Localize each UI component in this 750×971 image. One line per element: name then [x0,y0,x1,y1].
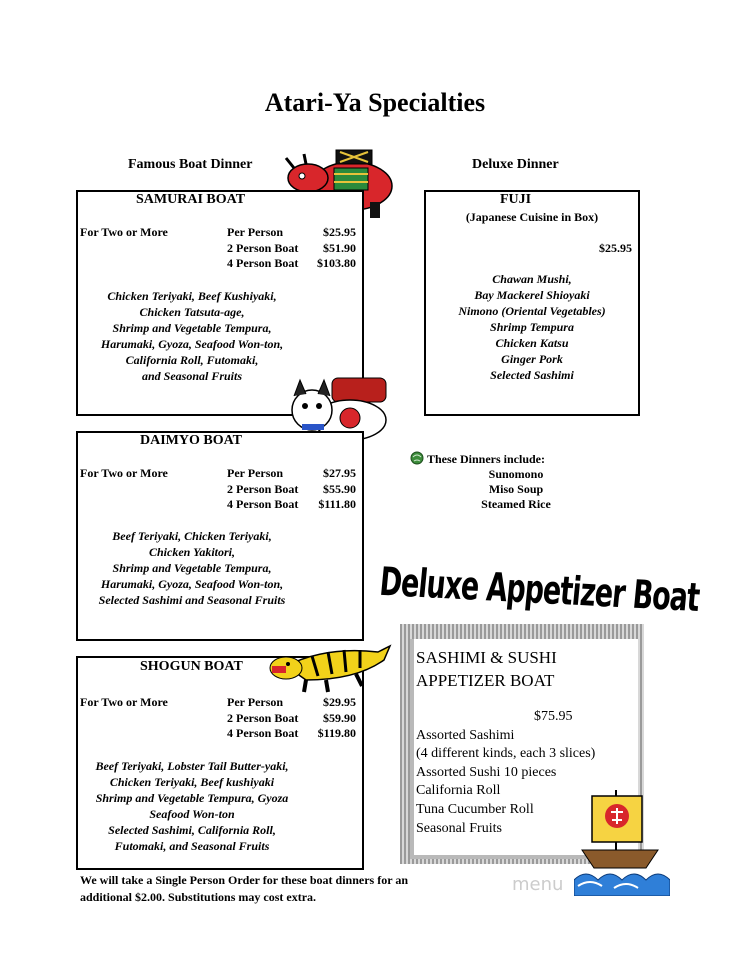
shogun-row-price: $59.90 [323,711,356,725]
samurai-row-label: 2 Person Boat [227,241,299,255]
list-item: Bay Mackerel Shioyaki [474,288,590,302]
list-item: California Roll, Futomaki, [125,353,259,367]
list-item: Chicken Teriyaki, Beef Kushiyaki, [107,289,277,303]
list-item: Futomaki, and Seasonal Fruits [114,839,270,853]
list-item: Chicken Tatsuta-age, [139,305,245,319]
shogun-row-price: $119.80 [317,726,356,740]
shogun-party: For Two or More [80,695,168,709]
globe-bullet-icon [410,451,424,465]
list-item: Chicken Teriyaki, Beef kushiyaki [109,775,275,789]
daimyo-items [80,528,304,608]
list-item: and Seasonal Fruits [141,369,243,383]
shogun-row-label: 4 Person Boat [227,726,299,740]
appetizer-price: $75.95 [534,709,573,724]
appetizer-item: Assorted Sushi 10 pieces [416,765,557,780]
list-item: Selected Sashimi, California Roll, [108,823,276,837]
list-item: Shrimp Tempura [490,320,574,334]
daimyo-row-price: $27.95 [323,466,356,480]
samurai-row-price: $103.80 [317,256,356,270]
shogun-row-price: $29.95 [323,695,356,709]
list-item: Beef Teriyaki, Chicken Teriyaki, [112,529,272,543]
list-item: Ginger Pork [501,352,563,366]
samurai-row-label: 4 Person Boat [227,256,299,270]
list-item: Chawan Mushi, [492,272,572,286]
appetizer-item: California Roll [416,783,501,798]
list-item: Shrimp and Vegetable Tempura, Gyoza [95,791,289,805]
treasure-ship-illustration [574,786,670,896]
includes-label: These Dinners include: [427,452,546,466]
appetizer-boat-heading: Deluxe Appetizer Boat [377,560,701,622]
daimyo-row-price: $111.80 [318,497,356,511]
includes-item: Miso Soup [488,482,544,496]
daimyo-row-label: 4 Person Boat [227,497,299,511]
list-item: Chicken Katsu [495,336,569,350]
daimyo-boat-title: DAIMYO BOAT [140,433,243,448]
appetizer-item: Assorted Sashimi [416,728,515,743]
samurai-party: For Two or More [80,225,168,239]
appetizer-title-line2: APPETIZER BOAT [416,671,555,690]
footnote-line: We will take a Single Person Order for these boat dinners for an [80,873,408,887]
samurai-row-label: Per Person [227,225,284,239]
fuji-items [424,271,640,383]
footnote [80,872,408,906]
daimyo-row-label: 2 Person Boat [227,482,299,496]
daimyo-party: For Two or More [80,466,168,480]
daimyo-row-label: Per Person [227,466,284,480]
shogun-items [80,758,304,854]
list-item: Nimono (Oriental Vegetables) [458,304,606,318]
shogun-boat-title: SHOGUN BOAT [140,659,243,674]
fuji-price: $25.95 [599,241,632,255]
list-item: Selected Sashimi [490,368,574,382]
fuji-title: FUJI [500,192,532,207]
list-item: Shrimp and Vegetable Tempura, [112,321,272,335]
appetizer-title-line1: SASHIMI & SUSHI [416,648,557,667]
deluxe-dinner-heading: Deluxe Dinner [472,157,559,172]
samurai-items [80,288,304,384]
includes-item: Steamed Rice [481,497,551,511]
list-item: Shrimp and Vegetable Tempura, [112,561,272,575]
shogun-row-label: Per Person [227,695,284,709]
appetizer-item: (4 different kinds, each 3 slices) [416,746,596,761]
appetizer-item: Tuna Cucumber Roll [416,802,534,817]
shogun-row-label: 2 Person Boat [227,711,299,725]
fuji-subtitle: (Japanese Cuisine in Box) [465,210,599,224]
list-item: Seafood Won-ton [149,807,235,821]
list-item: Beef Teriyaki, Lobster Tail Butter-yaki, [95,759,289,773]
list-item: Harumaki, Gyoza, Seafood Won-ton, [100,337,284,351]
famous-boat-heading: Famous Boat Dinner [128,157,253,172]
footnote-line: additional $2.00. Substitutions may cost extra. [80,890,317,904]
samurai-row-price: $51.90 [323,241,356,255]
samurai-boat-title: SAMURAI BOAT [136,192,246,207]
list-item: Selected Sashimi and Seasonal Fruits [98,593,286,607]
appetizer-item: Seasonal Fruits [416,821,502,836]
page-title: Atari-Ya Specialties [264,88,486,117]
list-item: Harumaki, Gyoza, Seafood Won-ton, [100,577,284,591]
watermark: menu [512,874,564,895]
list-item: Chicken Yakitori, [148,545,236,559]
samurai-row-price: $25.95 [323,225,356,239]
daimyo-row-price: $55.90 [323,482,356,496]
tiger-illustration [266,640,396,696]
includes-item: Sunomono [488,467,544,481]
